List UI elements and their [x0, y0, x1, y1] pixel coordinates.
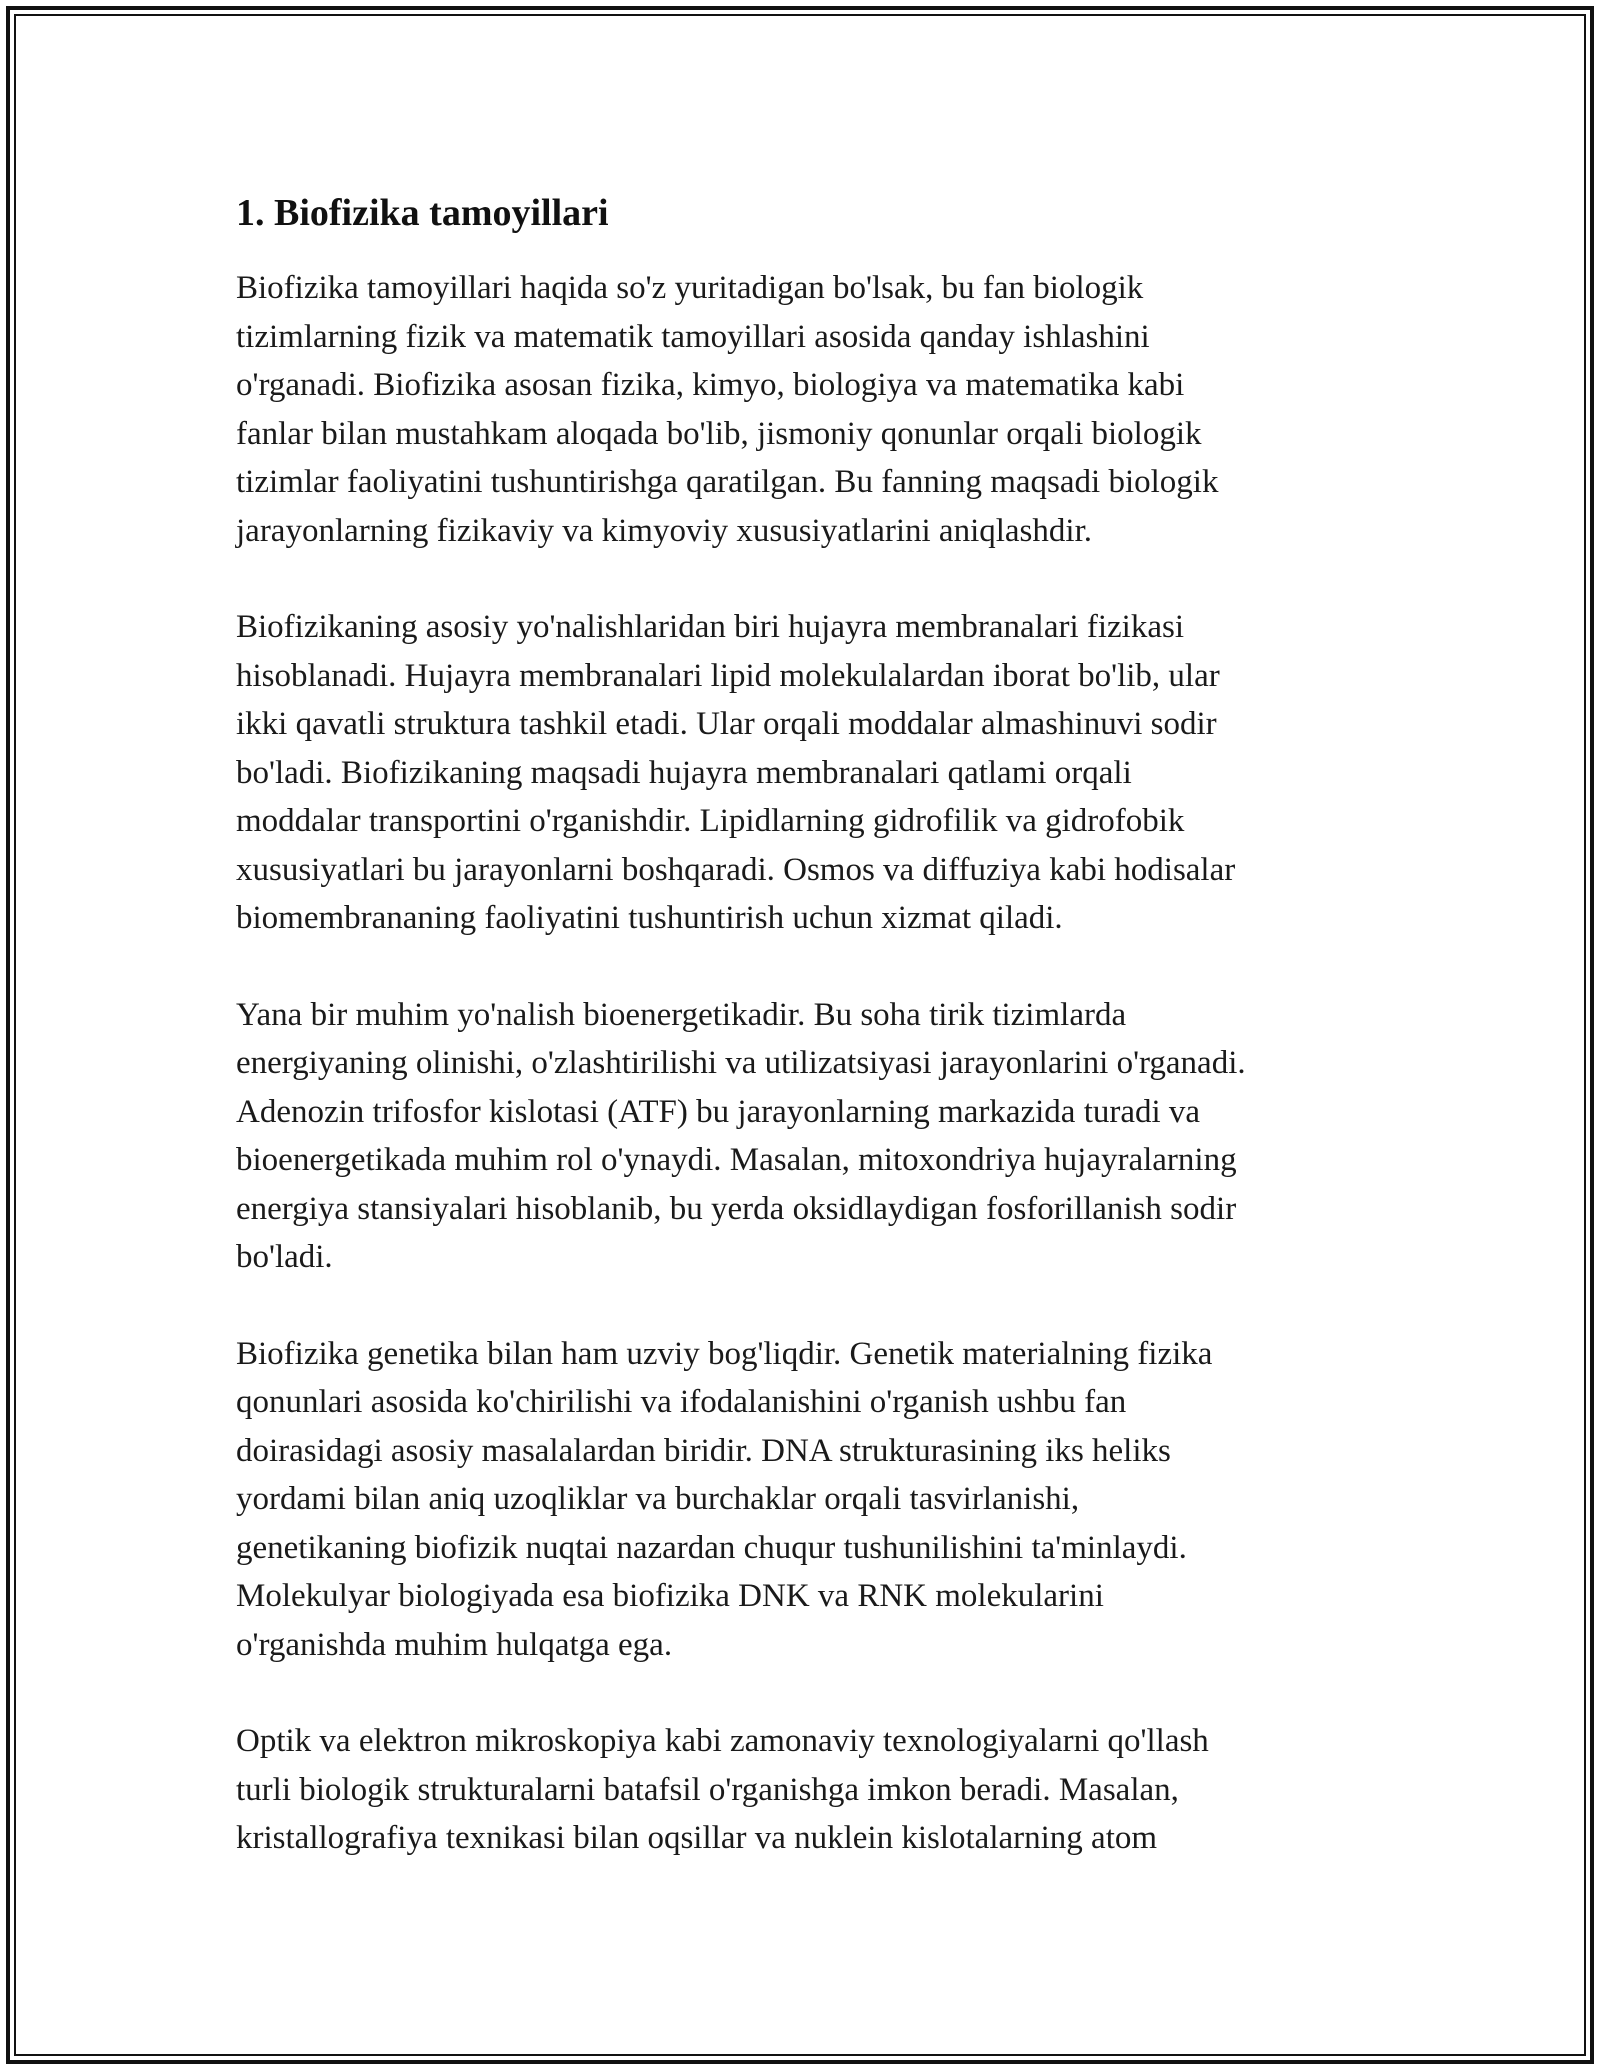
- text-line: Molekulyar biologiyada esa biofizika DNK va RNK molekularini: [236, 1578, 1104, 1614]
- text-line: Biofizika tamoyillari haqida so'z yuritadigan bo'lsak, bu fan biologik: [236, 270, 1144, 306]
- text-line: bo'ladi. Biofizikaning maqsadi hujayra membranalari qatlami orqali: [236, 754, 1132, 791]
- text-line: Optik va elektron mikroskopiya kabi zamonaviy texnologiyalarni qo'llash: [236, 1723, 1209, 1759]
- text-line: energiyaning olinishi, o'zlashtirilishi va utilizatsiyasi jarayonlarini o'rganadi.: [236, 1045, 1246, 1081]
- section-heading: 1. Biofizika tamoyillari: [236, 192, 609, 234]
- text-line: hisoblanadi. Hujayra membranalari lipid molekulalardan iborat bo'lib, ular: [236, 657, 1220, 694]
- text-line: o'rganadi. Biofizika asosan fizika, kimyo, biologiya va matematika kabi: [236, 367, 1185, 403]
- text-line: Biofizikaning asosiy yo'nalishlaridan biri hujayra membranalari fizikasi: [236, 609, 1185, 645]
- text-line: doirasidagi asosiy masalalardan biridir. DNA strukturasining iks heliks: [236, 1432, 1171, 1469]
- text-line: qonunlari asosida ko'chirilishi va ifodalanishini o'rganish ushbu fan: [236, 1384, 1127, 1420]
- text-line: bo'ladi.: [236, 1239, 333, 1275]
- text-line: fanlar bilan mustahkam aloqada bo'lib, jismoniy qonunlar orqali biologik: [236, 415, 1202, 452]
- text-line: genetikaning biofizik nuqtai nazardan chuqur tushunilishini ta'minlaydi.: [236, 1529, 1187, 1566]
- paragraph-4: [236, 1330, 1386, 1670]
- paragraph-1: [236, 264, 1386, 555]
- text-line: yordami bilan aniq uzoqliklar va burchaklar orqali tasvirlanishi,: [236, 1481, 1080, 1517]
- document-body: [236, 188, 1386, 1911]
- text-line: xususiyatlari bu jarayonlarni boshqaradi. Osmos va diffuziya kabi hodisalar: [236, 851, 1236, 888]
- text-line: energiya stansiyalari hisoblanib, bu yerda oksidlaydigan fosforillanish sodir: [236, 1190, 1237, 1227]
- text-line: Biofizika genetika bilan ham uzviy bog'liqdir. Genetik materialning fizika: [236, 1335, 1213, 1372]
- text-line: Adenozin trifosfor kislotasi (ATF) bu jarayonlarning markazida turadi va: [236, 1093, 1201, 1130]
- text-line: biomembrananing faoliyatini tushuntirish uchun xizmat qiladi.: [236, 900, 1063, 936]
- paragraph-3: [236, 991, 1386, 1282]
- text-line: o'rganishda muhim hulqatga ega.: [236, 1626, 673, 1663]
- text-line: bioenergetikada muhim rol o'ynaydi. Masalan, mitoxondriya hujayralarning: [236, 1142, 1237, 1178]
- text-line: tizimlarning fizik va matematik tamoyillari asosida qanday ishlashini: [236, 318, 1150, 355]
- paragraph-2: [236, 603, 1386, 943]
- text-line: moddalar transportini o'rganishdir. Lipidlarning gidrofilik va gidrofobik: [236, 803, 1185, 839]
- paragraph-5: [236, 1717, 1386, 1863]
- text-line: Yana bir muhim yo'nalish bioenergetikadir. Bu soha tirik tizimlarda: [236, 996, 1127, 1033]
- text-line: tizimlar faoliyatini tushuntirishga qaratilgan. Bu fanning maqsadi biologik: [236, 464, 1219, 500]
- text-line: kristallografiya texnikasi bilan oqsillar va nuklein kislotalarning atom: [236, 1820, 1158, 1856]
- text-line: ikki qavatli struktura tashkil etadi. Ular orqali moddalar almashinuvi sodir: [236, 706, 1217, 742]
- text-line: turli biologik strukturalarni batafsil o'rganishga imkon beradi. Masalan,: [236, 1771, 1179, 1808]
- text-line: jarayonlarning fizikaviy va kimyoviy xususiyatlarini aniqlashdir.: [236, 512, 1092, 549]
